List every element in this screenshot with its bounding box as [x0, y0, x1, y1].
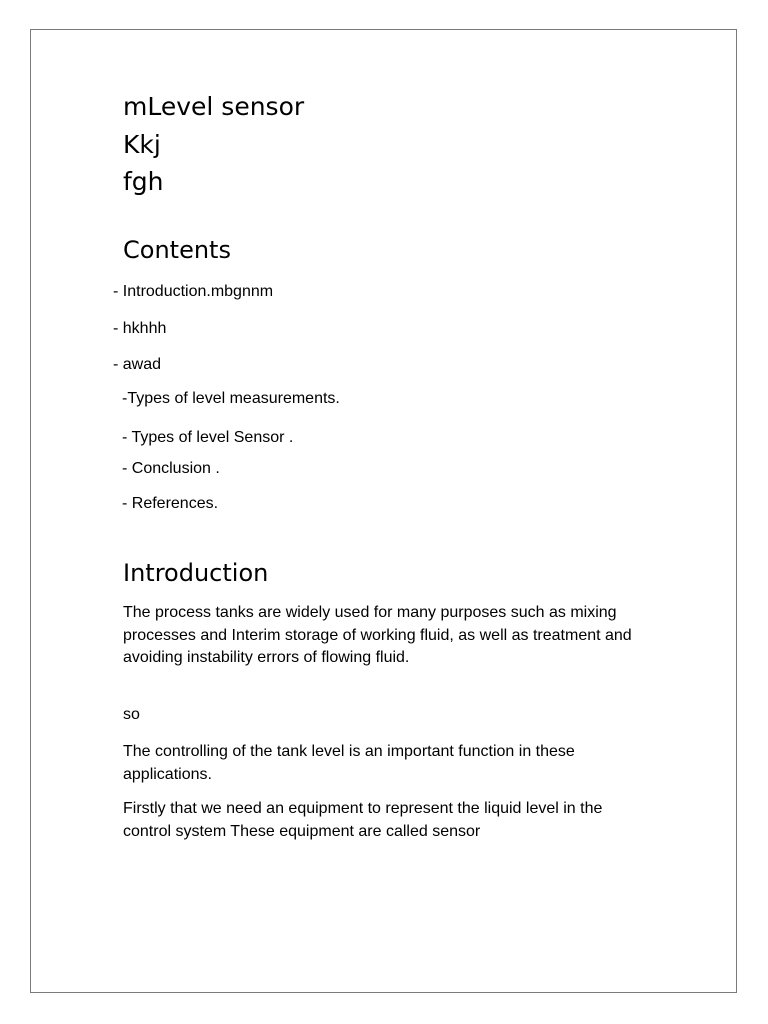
toc-item-types-of-measurements: -Types of level measurements. [122, 390, 340, 407]
introduction-paragraph-2: so [123, 706, 140, 723]
contents-heading: Contents [123, 236, 231, 264]
document-title-line-2: Kkj [123, 130, 161, 159]
introduction-paragraph-4: Firstly that we need an equipment to represent the liquid level in the control system These equipment are called sensor [123, 800, 603, 840]
toc-item-references: - References. [122, 495, 219, 512]
document-title-line-1: mLevel sensor [123, 92, 305, 121]
document-title-line-3: fgh [123, 167, 164, 196]
introduction-paragraph-3: The controlling of the tank level is an important function in these applications. [123, 743, 575, 783]
introduction-paragraph-1: The process tanks are widely used for many purposes such as mixing processes and Interim storage of working fluid, as well as treatment and avoiding instability errors of flowing fluid. [123, 604, 632, 666]
introduction-heading: Introduction [123, 559, 269, 587]
toc-item-awad: - awad [113, 356, 162, 373]
toc-item-conclusion: - Conclusion . [122, 460, 220, 477]
toc-item-types-of-sensor: - Types of level Sensor . [122, 429, 294, 446]
toc-item-introduction: - Introduction.mbgnnm [113, 283, 274, 300]
toc-item-hkhhh: - hkhhh [113, 320, 167, 337]
